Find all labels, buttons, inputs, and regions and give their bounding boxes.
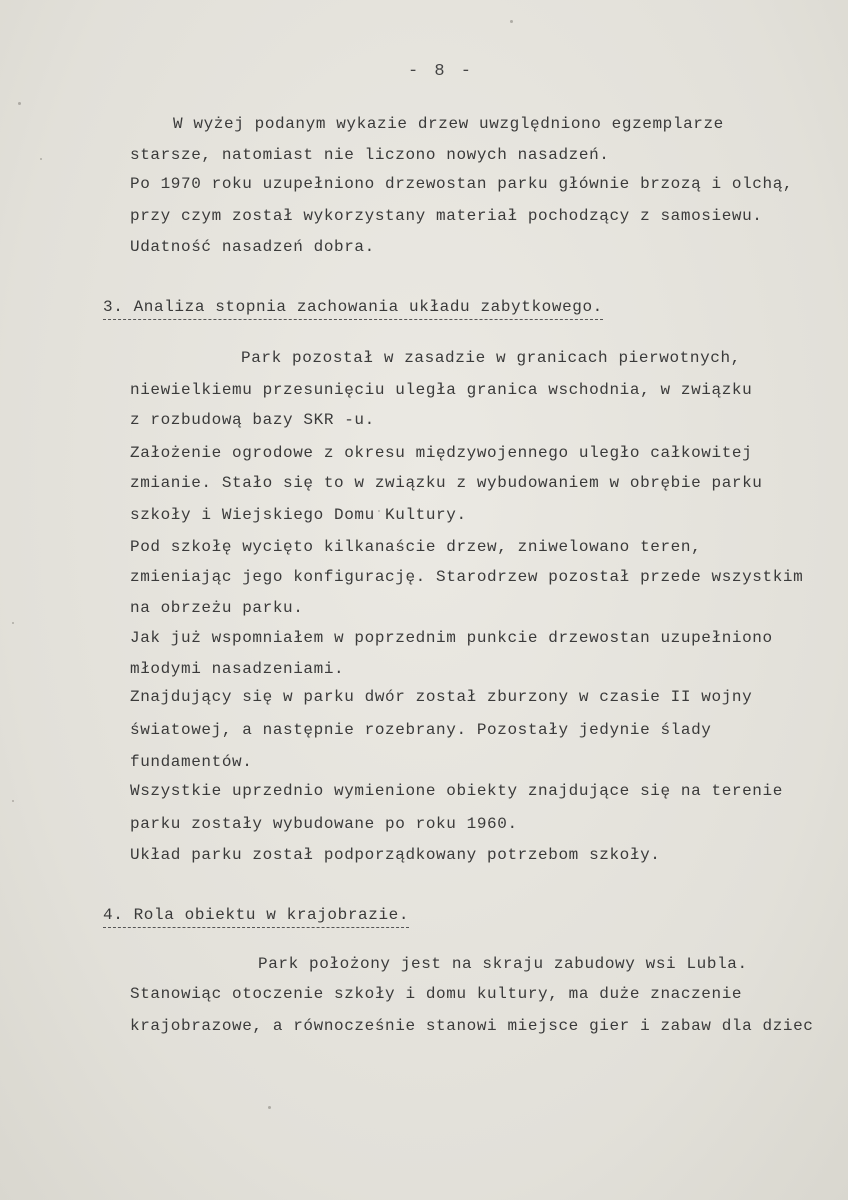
body-text-line: Znajdujący się w parku dwór został zburzony w czasie II wojny	[130, 688, 753, 706]
body-text-line: fundamentów.	[130, 753, 253, 771]
paper-speck	[18, 102, 21, 105]
body-text-line: zmieniając jego konfigurację. Starodrzew pozostał przede wszystkim	[130, 568, 804, 586]
body-text-line: krajobrazowe, a równocześnie stanowi miejsce gier i zabaw dla dziec	[130, 1017, 814, 1035]
page-number: - 8 -	[408, 62, 475, 81]
body-text-line: Park pozostał w zasadzie w granicach pierwotnych,	[241, 349, 741, 367]
paper-speck	[12, 622, 14, 624]
body-text-line: W wyżej podanym wykazie drzew uwzględniono egzemplarze	[173, 115, 724, 133]
body-text-line: Jak już wspomniałem w poprzednim punkcie drzewostan uzupełniono	[130, 629, 773, 647]
body-text-line: zmianie. Stało się to w związku z wybudowaniem w obrębie parku	[130, 474, 763, 492]
section-3-heading: 3. Analiza stopnia zachowania układu zabytkowego.	[103, 297, 603, 320]
body-text-line: Wszystkie uprzednio wymienione obiekty znajdujące się na terenie	[130, 782, 783, 800]
paper-speck	[510, 20, 513, 23]
body-text-line: Pod szkołę wycięto kilkanaście drzew, zniwelowano teren,	[130, 538, 702, 556]
paper-speck	[12, 800, 14, 802]
body-text-line: Stanowiąc otoczenie szkoły i domu kultury, ma duże znaczenie	[130, 985, 743, 1003]
body-text-line: przy czym został wykorzystany materiał pochodzący z samosiewu.	[130, 207, 763, 225]
body-text-line: niewielkiemu przesunięciu uległa granica wschodnia, w związku	[130, 381, 753, 399]
body-text-line: młodymi nasadzeniami.	[130, 660, 345, 678]
paper-speck	[268, 1106, 271, 1109]
body-text-line: parku zostały wybudowane po roku 1960.	[130, 815, 518, 833]
section-4-heading: 4. Rola obiektu w krajobrazie.	[103, 905, 409, 928]
body-text-line: Założenie ogrodowe z okresu międzywojennego uległo całkowitej	[130, 444, 753, 462]
body-text-line: Po 1970 roku uzupełniono drzewostan parku głównie brzozą i olchą,	[130, 175, 794, 193]
body-text-line: Park położony jest na skraju zabudowy wsi Lubla.	[258, 955, 748, 973]
body-text-line: szkoły i Wiejskiego Domu Kultury.	[130, 506, 467, 524]
body-text-line: z rozbudową bazy SKR -u.	[130, 411, 375, 429]
body-text-line: Udatność nasadzeń dobra.	[130, 238, 375, 256]
body-text-line: światowej, a następnie rozebrany. Pozostały jedynie ślady	[130, 721, 712, 739]
body-text-line: Układ parku został podporządkowany potrzebom szkoły.	[130, 846, 661, 864]
body-text-line: starsze, natomiast nie liczono nowych nasadzeń.	[130, 146, 610, 164]
paper-speck	[40, 158, 42, 160]
body-text-line: na obrzeżu parku.	[130, 599, 304, 617]
